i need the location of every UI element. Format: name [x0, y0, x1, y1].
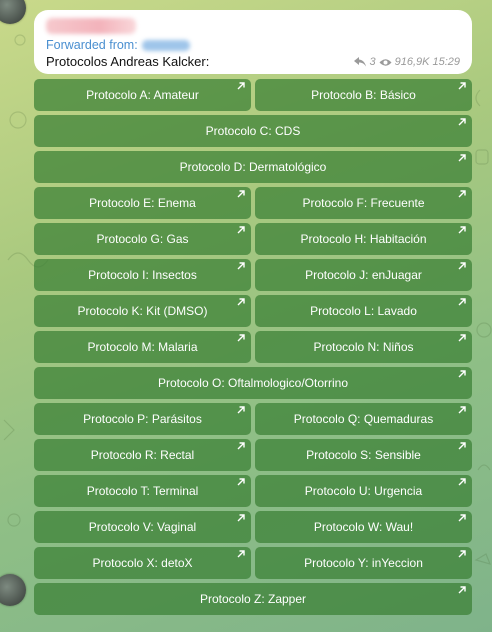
keyboard-button[interactable]	[255, 79, 472, 111]
message-bubble	[34, 10, 472, 74]
keyboard-row	[34, 223, 472, 255]
external-link-arrow-icon	[457, 513, 467, 523]
keyboard-row	[34, 439, 472, 471]
external-link-arrow-icon	[457, 297, 467, 307]
keyboard-button-label: Protocolo Q: Quemaduras	[293, 412, 434, 426]
keyboard-button-label: Protocolo A: Amateur	[86, 88, 199, 102]
keyboard-button-label: Protocolo E: Enema	[89, 196, 196, 210]
keyboard-button-label: Protocolo L: Lavado	[310, 304, 417, 318]
keyboard-row	[34, 367, 472, 399]
keyboard-row	[34, 79, 472, 111]
external-link-arrow-icon	[236, 297, 246, 307]
external-link-arrow-icon	[457, 549, 467, 559]
keyboard-button-label: Protocolo P: Parásitos	[83, 412, 202, 426]
keyboard-button[interactable]	[34, 439, 251, 471]
keyboard-button-label: Protocolo N: Niños	[313, 340, 414, 354]
external-link-arrow-icon	[236, 81, 246, 91]
keyboard-button[interactable]	[255, 475, 472, 507]
keyboard-button[interactable]	[34, 223, 251, 255]
keyboard-button-label: Protocolo U: Urgencia	[304, 484, 423, 498]
forwarded-label: Forwarded from:	[46, 38, 138, 52]
keyboard-button[interactable]	[34, 547, 251, 579]
message-time: 15:29	[432, 56, 460, 68]
external-link-arrow-icon	[236, 477, 246, 487]
keyboard-row	[34, 187, 472, 219]
external-link-arrow-icon	[236, 405, 246, 415]
keyboard-button-label: Protocolo G: Gas	[96, 232, 189, 246]
external-link-arrow-icon	[236, 333, 246, 343]
reply-count: 3	[369, 56, 376, 68]
external-link-arrow-icon	[457, 333, 467, 343]
message-meta	[354, 56, 460, 68]
keyboard-button-label: Protocolo Y: inYeccion	[304, 556, 423, 570]
keyboard-button[interactable]	[255, 295, 472, 327]
keyboard-button-label: Protocolo O: Oftalmologico/Otorrino	[157, 376, 349, 390]
keyboard-button[interactable]	[255, 439, 472, 471]
keyboard-button-label: Protocolo B: Básico	[311, 88, 416, 102]
keyboard-button[interactable]	[34, 331, 251, 363]
keyboard-button[interactable]	[255, 403, 472, 435]
keyboard-row	[34, 475, 472, 507]
keyboard-button[interactable]	[255, 331, 472, 363]
keyboard-button[interactable]	[34, 583, 472, 615]
keyboard-button[interactable]	[34, 115, 472, 147]
keyboard-button-label: Protocolo H: Habitación	[300, 232, 427, 246]
external-link-arrow-icon	[457, 153, 467, 163]
external-link-arrow-icon	[236, 225, 246, 235]
views-icon	[379, 58, 392, 67]
keyboard-button[interactable]	[255, 223, 472, 255]
keyboard-button-label: Protocolo W: Wau!	[313, 520, 414, 534]
forwarded-header[interactable]	[46, 38, 460, 52]
keyboard-button[interactable]	[34, 403, 251, 435]
keyboard-row	[34, 259, 472, 291]
keyboard-button[interactable]	[255, 547, 472, 579]
external-link-arrow-icon	[457, 405, 467, 415]
keyboard-row	[34, 403, 472, 435]
keyboard-button[interactable]	[34, 187, 251, 219]
external-link-arrow-icon	[236, 549, 246, 559]
external-link-arrow-icon	[457, 477, 467, 487]
keyboard-button[interactable]	[34, 295, 251, 327]
keyboard-button-label: Protocolo D: Dermatológico	[179, 160, 327, 174]
keyboard-button[interactable]	[255, 511, 472, 543]
keyboard-button[interactable]	[34, 475, 251, 507]
keyboard-button-label: Protocolo M: Malaria	[87, 340, 198, 354]
keyboard-button[interactable]	[34, 367, 472, 399]
keyboard-button[interactable]	[34, 151, 472, 183]
keyboard-button[interactable]	[255, 259, 472, 291]
keyboard-button-label: Protocolo K: Kit (DMSO)	[77, 304, 208, 318]
external-link-arrow-icon	[457, 117, 467, 127]
keyboard-row	[34, 331, 472, 363]
external-link-arrow-icon	[457, 189, 467, 199]
keyboard-button-label: Protocolo C: CDS	[205, 124, 301, 138]
external-link-arrow-icon	[457, 585, 467, 595]
keyboard-button-label: Protocolo S: Sensible	[306, 448, 421, 462]
keyboard-row	[34, 583, 472, 615]
sender-name-redacted[interactable]	[46, 18, 136, 34]
keyboard-button[interactable]	[34, 511, 251, 543]
keyboard-button[interactable]	[255, 187, 472, 219]
views-count: 916,9K	[394, 56, 430, 68]
external-link-arrow-icon	[457, 261, 467, 271]
keyboard-row	[34, 115, 472, 147]
message-text: Protocolos Andreas Kalcker:	[46, 54, 210, 69]
keyboard-button[interactable]	[34, 79, 251, 111]
keyboard-button-label: Protocolo R: Rectal	[90, 448, 195, 462]
keyboard-row	[34, 511, 472, 543]
external-link-arrow-icon	[457, 369, 467, 379]
keyboard-row	[34, 151, 472, 183]
keyboard-button-label: Protocolo X: detoX	[92, 556, 193, 570]
sender-avatar[interactable]	[0, 0, 26, 24]
external-link-arrow-icon	[236, 261, 246, 271]
external-link-arrow-icon	[236, 513, 246, 523]
reply-icon	[354, 57, 366, 67]
external-link-arrow-icon	[457, 225, 467, 235]
sender-avatar-bottom[interactable]	[0, 574, 26, 606]
keyboard-button-label: Protocolo Z: Zapper	[199, 592, 307, 606]
keyboard-button-label: Protocolo V: Vaginal	[88, 520, 197, 534]
inline-keyboard	[34, 79, 472, 619]
keyboard-button-label: Protocolo I: Insectos	[88, 268, 197, 282]
keyboard-row	[34, 295, 472, 327]
external-link-arrow-icon	[457, 441, 467, 451]
external-link-arrow-icon	[236, 441, 246, 451]
external-link-arrow-icon	[236, 189, 246, 199]
external-link-arrow-icon	[457, 81, 467, 91]
keyboard-button-label: Protocolo J: enJuagar	[305, 268, 422, 282]
keyboard-button-label: Protocolo T: Terminal	[86, 484, 199, 498]
keyboard-button-label: Protocolo F: Frecuente	[302, 196, 425, 210]
forwarded-source-redacted[interactable]	[142, 40, 190, 51]
keyboard-button[interactable]	[34, 259, 251, 291]
keyboard-row	[34, 547, 472, 579]
